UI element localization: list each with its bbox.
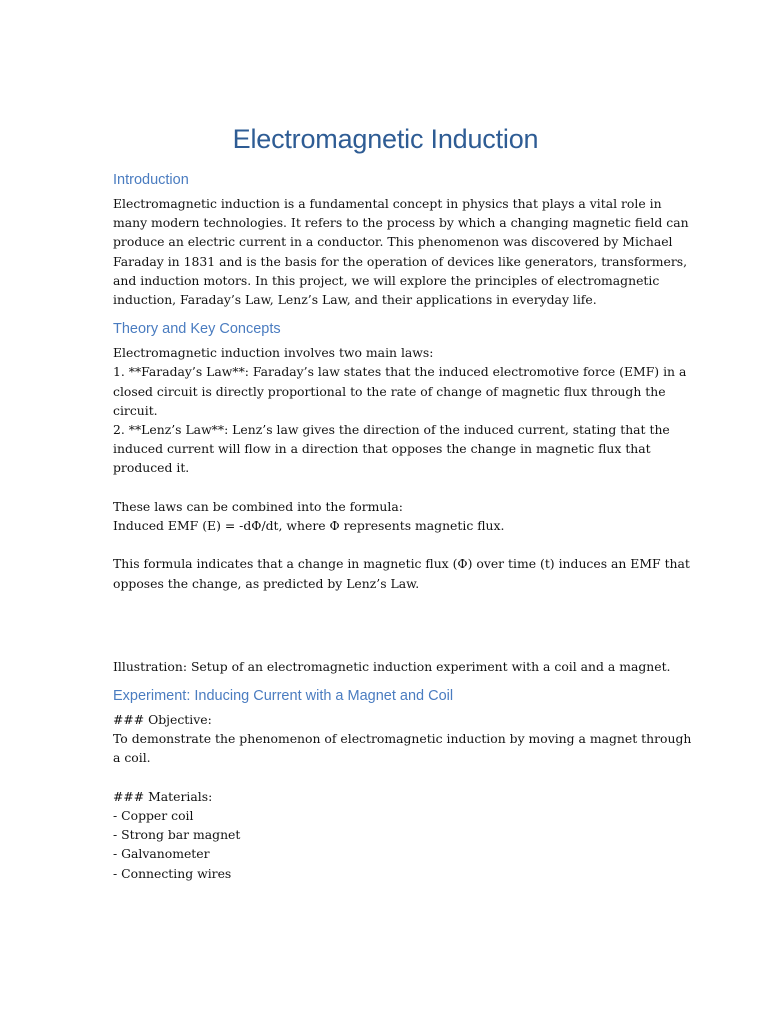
- spacer: [113, 309, 658, 321]
- text-line: 1. **Faraday’s Law**: Faraday’s law states that the induced electromotive force (EMF) in a: [113, 364, 687, 380]
- text-line: induction, Faraday’s Law, Lenz’s Law, and their applications in everyday life.: [113, 292, 597, 308]
- text-line: induced current will flow in a direction that opposes the change in magnetic flux that: [113, 441, 651, 457]
- text-line: Illustration: Setup of an electromagnetic induction experiment with a coil and a magnet.: [113, 658, 671, 674]
- spacer: [113, 593, 658, 657]
- spacer: [113, 676, 658, 688]
- explanation-paragraph: [113, 554, 690, 592]
- formula-paragraph: [113, 497, 658, 535]
- text-line: and induction motors. In this project, we will explore the principles of electromagnetic: [113, 272, 660, 288]
- text-line: many modern technologies. It refers to the process by which a changing magnetic field can: [113, 215, 689, 231]
- list-item: - Galvanometer: [113, 846, 210, 862]
- materials-paragraph: [113, 787, 658, 883]
- objective-label: ### Objective:: [113, 712, 212, 728]
- text-line: Faraday in 1831 and is the basis for the operation of devices like generators, transformers,: [113, 253, 688, 269]
- illustration-caption: [113, 657, 671, 676]
- introduction-paragraph: [113, 194, 689, 309]
- text-line: circuit.: [113, 402, 158, 418]
- theory-paragraph: [113, 343, 687, 477]
- text-line: These laws can be combined into the formula:: [113, 498, 403, 514]
- heading-theory: Theory and Key Concepts: [113, 321, 281, 338]
- formula-line: Induced EMF (E) = -dΦ/dt, where Φ represents magnetic flux.: [113, 518, 505, 534]
- text-line: opposes the change, as predicted by Lenz’s Law.: [113, 575, 420, 591]
- text-line: Electromagnetic induction is a fundamental concept in physics that plays a vital role in: [113, 196, 662, 211]
- list-item: - Copper coil: [113, 808, 194, 824]
- list-item: - Connecting wires: [113, 865, 232, 881]
- heading-introduction: Introduction: [113, 172, 189, 188]
- text-line: a coil.: [113, 750, 151, 766]
- spacer: [113, 535, 658, 554]
- document-body: [113, 124, 692, 883]
- text-line: Electromagnetic induction involves two main laws:: [113, 345, 434, 361]
- text-line: produce an electric current in a conductor. This phenomenon was discovered by Michael: [113, 234, 673, 250]
- spacer: [113, 768, 658, 787]
- spacer: [113, 478, 658, 497]
- heading-experiment: Experiment: Inducing Current with a Magnet and Coil: [113, 688, 454, 705]
- text-line: 2. **Lenz’s Law**: Lenz’s law gives the direction of the induced current, stating that the: [113, 422, 670, 438]
- list-item: - Strong bar magnet: [113, 827, 241, 843]
- text-line: produced it.: [113, 460, 190, 476]
- text-line: closed circuit is directly proportional to the rate of change of magnetic flux through the: [113, 383, 666, 399]
- text-line: To demonstrate the phenomenon of electromagnetic induction by moving a magnet through: [113, 731, 692, 747]
- text-line: This formula indicates that a change in magnetic flux (Φ) over time (t) induces an EMF that: [113, 556, 690, 572]
- objective-paragraph: [113, 710, 692, 768]
- materials-label: ### Materials:: [113, 788, 213, 804]
- page-title: Electromagnetic Induction: [232, 124, 539, 154]
